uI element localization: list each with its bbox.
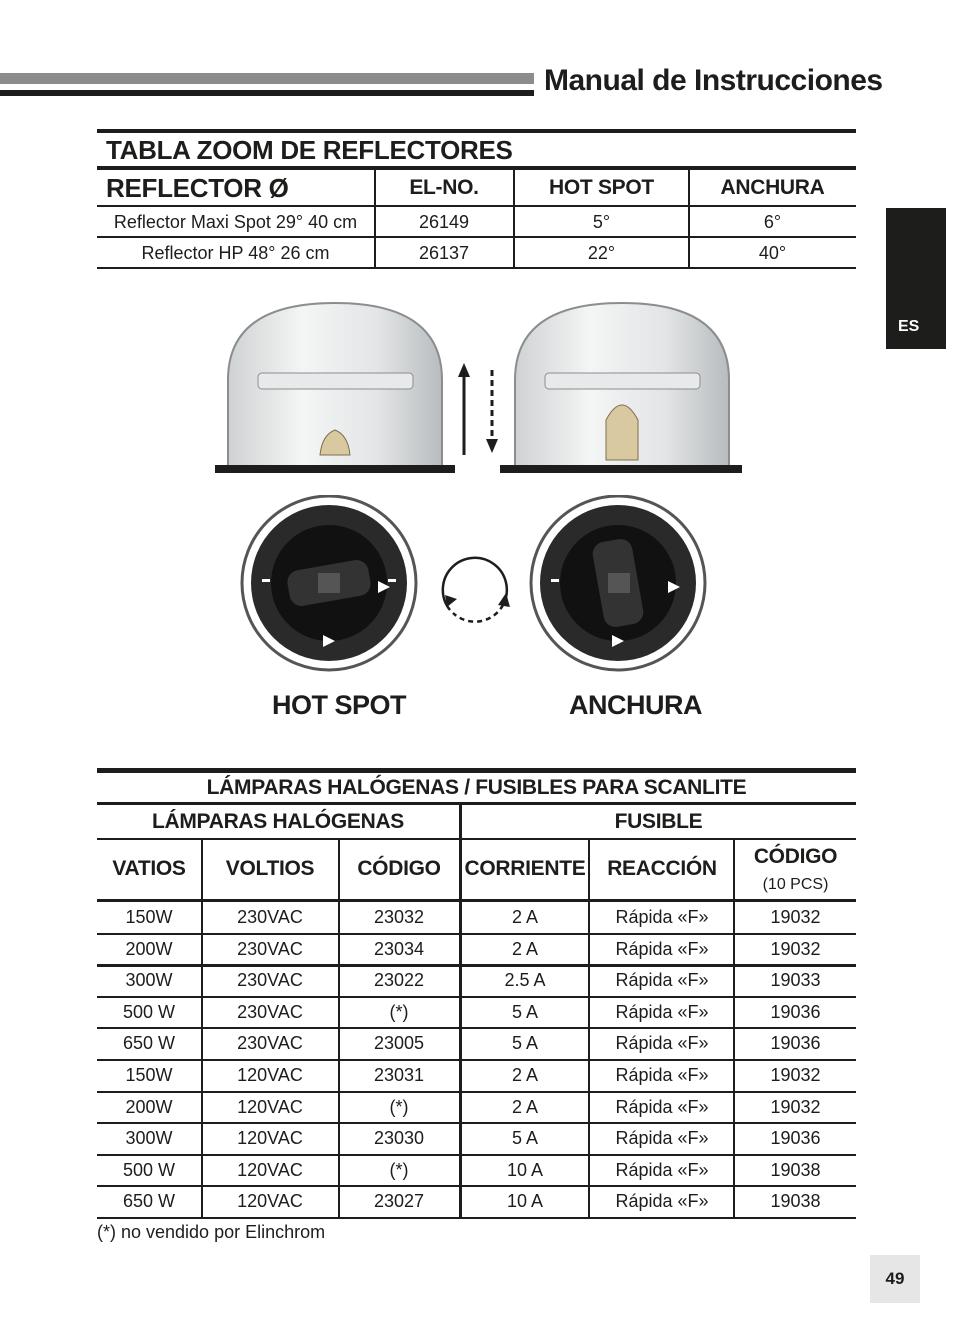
table-cell: 230VAC bbox=[237, 970, 303, 991]
rotate-icon bbox=[443, 558, 510, 622]
table-cell: 19032 bbox=[770, 938, 821, 959]
table-cell: 2 A bbox=[511, 1096, 539, 1117]
table-cell: 23034 bbox=[373, 938, 425, 959]
knob-hot-spot bbox=[242, 496, 416, 670]
group-header-fuse: FUSIBLE bbox=[614, 810, 703, 833]
table-cell: 150W bbox=[125, 1065, 173, 1085]
table-cell: 2 A bbox=[511, 1065, 539, 1085]
table-rule bbox=[97, 933, 856, 935]
table-rule bbox=[588, 839, 590, 1217]
caption-hot-spot: HOT SPOT bbox=[272, 690, 407, 720]
table-rule bbox=[97, 802, 856, 805]
table-cell: Rápida «F» bbox=[615, 1159, 709, 1180]
table-cell: 150W bbox=[125, 907, 173, 927]
table-cell: (*) bbox=[389, 1001, 409, 1022]
table-rule bbox=[459, 803, 462, 1217]
table-rule bbox=[374, 170, 376, 269]
table-cell: (*) bbox=[389, 1096, 409, 1117]
dome-left bbox=[215, 303, 455, 473]
table-cell: 19032 bbox=[770, 1096, 821, 1117]
column-header-vatios: VATIOS bbox=[112, 857, 186, 880]
table-cell: 500 W bbox=[122, 1159, 176, 1180]
table-cell: 300W bbox=[125, 970, 173, 991]
table-cell: Rápida «F» bbox=[615, 1096, 709, 1117]
table-cell: 200W bbox=[125, 1096, 173, 1117]
table-cell: 23032 bbox=[373, 907, 425, 927]
table-cell: 19036 bbox=[770, 1033, 821, 1054]
table-cell: 230VAC bbox=[237, 907, 303, 927]
dome-right bbox=[500, 303, 742, 473]
table-cell: Rápida «F» bbox=[615, 970, 709, 991]
table-cell: Rápida «F» bbox=[615, 938, 709, 959]
header-black-bar bbox=[0, 90, 534, 96]
table-rule bbox=[97, 129, 856, 133]
column-header-reaccion: REACCIÓN bbox=[607, 857, 717, 880]
table-rule bbox=[97, 267, 856, 269]
table-cell: 22° bbox=[587, 243, 616, 263]
knob-illustration bbox=[238, 495, 713, 675]
table-rule bbox=[97, 768, 856, 773]
table-cell: 19036 bbox=[770, 1128, 821, 1149]
table-rule bbox=[97, 1217, 856, 1219]
table-rule bbox=[97, 166, 856, 170]
table-cell: Rápida «F» bbox=[615, 1033, 709, 1054]
column-header-hot-spot: HOT SPOT bbox=[549, 176, 654, 199]
table-rule bbox=[97, 236, 856, 238]
table-rule bbox=[97, 1154, 856, 1156]
table-cell: 230VAC bbox=[237, 1001, 303, 1022]
table-cell: Rápida «F» bbox=[615, 907, 709, 927]
table-rule bbox=[97, 1122, 856, 1124]
lamp-fuse-table bbox=[97, 768, 856, 1218]
table-cell: 26137 bbox=[418, 243, 470, 263]
table-cell: 120VAC bbox=[237, 1065, 303, 1085]
table-cell: Rápida «F» bbox=[615, 1001, 709, 1022]
table-cell: 230VAC bbox=[237, 1033, 303, 1054]
up-down-arrows-icon bbox=[458, 363, 498, 455]
table-cell: 5 A bbox=[511, 1033, 539, 1054]
column-header-codigo-fuse: CÓDIGO bbox=[753, 845, 838, 868]
table-rule bbox=[688, 170, 690, 269]
reflector-dome-illustration bbox=[210, 295, 750, 480]
table-cell: 19038 bbox=[770, 1159, 821, 1180]
table-cell: 5° bbox=[592, 212, 611, 232]
table-cell: (*) bbox=[389, 1159, 409, 1180]
table-cell: Reflector HP 48° 26 cm bbox=[141, 243, 330, 263]
table-cell: 19033 bbox=[770, 970, 821, 991]
table-cell: 23022 bbox=[373, 970, 425, 991]
table-cell: 650 W bbox=[122, 1033, 176, 1054]
table-cell: 5 A bbox=[511, 1001, 539, 1022]
group-header-lamps: LÁMPARAS HALÓGENAS bbox=[151, 810, 405, 833]
zoom-table-title: TABLA ZOOM DE REFLECTORES bbox=[106, 135, 513, 165]
table-cell: Rápida «F» bbox=[615, 1191, 709, 1212]
table-cell: 23005 bbox=[373, 1033, 425, 1054]
table-rule bbox=[338, 839, 340, 1217]
table-rule bbox=[97, 1027, 856, 1029]
table-cell: 2 A bbox=[511, 938, 539, 959]
page-number: 49 bbox=[870, 1255, 920, 1303]
table-cell: 40° bbox=[758, 243, 787, 263]
table-cell: 6° bbox=[763, 212, 782, 232]
column-subheader-pcs: (10 PCS) bbox=[762, 876, 829, 893]
table-cell: 19036 bbox=[770, 1001, 821, 1022]
table-cell: Reflector Maxi Spot 29° 40 cm bbox=[113, 212, 358, 232]
caption-anchura: ANCHURA bbox=[569, 690, 702, 720]
table-cell: 23031 bbox=[373, 1065, 425, 1085]
table-cell: 23030 bbox=[373, 1128, 425, 1149]
table-rule bbox=[201, 839, 203, 1217]
table-cell: 5 A bbox=[511, 1128, 539, 1149]
column-header-el-no: EL-NO. bbox=[409, 176, 479, 199]
table-cell: 650 W bbox=[122, 1191, 176, 1212]
table-rule bbox=[97, 899, 856, 902]
table-cell: 23027 bbox=[373, 1191, 425, 1212]
column-header-codigo: CÓDIGO bbox=[357, 857, 441, 880]
knob-anchura bbox=[531, 496, 705, 670]
table-cell: 26149 bbox=[418, 212, 470, 232]
table-rule bbox=[97, 964, 856, 967]
language-tab bbox=[886, 208, 946, 349]
table-cell: 200W bbox=[125, 938, 173, 959]
column-header-reflector: REFLECTOR Ø bbox=[106, 173, 289, 203]
table-cell: 500 W bbox=[122, 1001, 176, 1022]
footnote: (*) no vendido por Elinchrom bbox=[97, 1222, 326, 1242]
table-cell: 300W bbox=[125, 1128, 173, 1149]
lamp-table-title: LÁMPARAS HALÓGENAS / FUSIBLES PARA SCANLITE bbox=[206, 776, 747, 799]
table-rule bbox=[97, 1059, 856, 1061]
table-cell: 10 A bbox=[506, 1159, 544, 1180]
table-cell: Rápida «F» bbox=[615, 1128, 709, 1149]
reflector-zoom-table bbox=[97, 129, 856, 271]
table-cell: 120VAC bbox=[237, 1159, 303, 1180]
table-cell: 19032 bbox=[770, 907, 821, 927]
header-gray-bar bbox=[0, 73, 534, 84]
column-header-anchura: ANCHURA bbox=[720, 176, 825, 199]
table-cell: 19032 bbox=[770, 1065, 821, 1085]
table-cell: 19038 bbox=[770, 1191, 821, 1212]
table-cell: Rápida «F» bbox=[615, 1065, 709, 1085]
table-cell: 120VAC bbox=[237, 1128, 303, 1149]
table-rule bbox=[97, 1091, 856, 1093]
table-rule bbox=[97, 838, 856, 840]
page-title: Manual de Instrucciones bbox=[544, 64, 883, 97]
table-cell: 230VAC bbox=[237, 938, 303, 959]
table-rule bbox=[97, 1185, 856, 1187]
column-header-corriente: CORRIENTE bbox=[464, 857, 586, 880]
table-rule bbox=[97, 996, 856, 998]
table-rule bbox=[97, 205, 856, 207]
table-rule bbox=[733, 839, 735, 1217]
table-cell: 2 A bbox=[511, 907, 539, 927]
language-tab-label: ES bbox=[898, 318, 920, 335]
table-cell: 2.5 A bbox=[504, 970, 546, 991]
table-cell: 120VAC bbox=[237, 1096, 303, 1117]
table-cell: 120VAC bbox=[237, 1191, 303, 1212]
column-header-voltios: VOLTIOS bbox=[225, 857, 315, 880]
table-cell: 10 A bbox=[506, 1191, 544, 1212]
table-rule bbox=[513, 170, 515, 269]
